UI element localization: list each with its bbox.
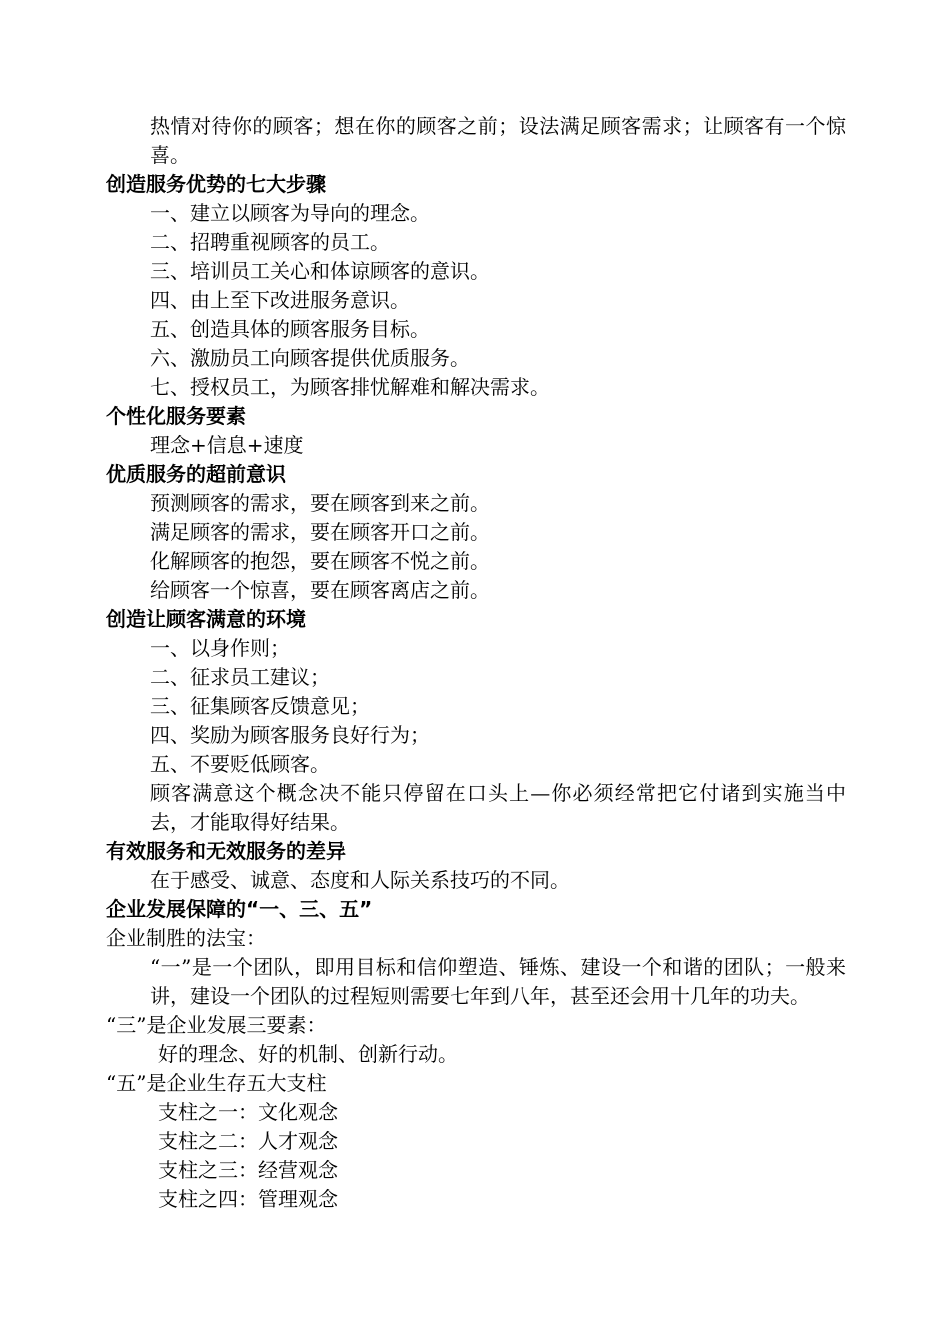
heading-development-guarantee: 企业发展保障的“一、三、五” — [106, 897, 373, 921]
personalized-formula: 理念+信息+速度 — [150, 433, 304, 457]
document-page — [106, 112, 846, 1214]
heading-satisfying-environment: 创造让顾客满意的环境 — [106, 607, 306, 631]
heading-service-difference: 有效服务和无效服务的差异 — [106, 839, 346, 863]
list-item-step-1: 一、建立以顾客为导向的理念。 — [150, 201, 430, 225]
list-item-step-3: 三、培训员工关心和体谅顾客的意识。 — [150, 259, 490, 283]
list-item-advance-1: 预测顾客的需求，要在顾客到来之前。 — [150, 491, 490, 515]
list-item-step-6: 六、激励员工向顾客提供优质服务。 — [150, 346, 470, 370]
list-item-advance-2: 满足顾客的需求，要在顾客开口之前。 — [150, 520, 490, 544]
list-item-advance-4: 给顾客一个惊喜，要在顾客离店之前。 — [150, 578, 490, 602]
satisfaction-paragraph: 顾客满意这个概念决不能只停留在口头上—你必须经常把它付诸到实施当中去，才能取得好结果。 — [150, 781, 846, 834]
list-item-advance-3: 化解顾客的抱怨，要在顾客不悦之前。 — [150, 549, 490, 573]
list-item-env-5: 五、不要贬低顾客。 — [150, 752, 330, 776]
three-elements-title: “三”是企业发展三要素： — [106, 1013, 327, 1037]
five-pillars-title: “五”是企业生存五大支柱 — [106, 1071, 327, 1095]
service-difference-text: 在于感受、诚意、态度和人际关系技巧的不同。 — [150, 868, 570, 892]
list-item-pillar-4: 支柱之四：管理观念 — [158, 1187, 338, 1211]
list-item-step-5: 五、创造具体的顾客服务目标。 — [150, 317, 430, 341]
list-item-env-2: 二、征求员工建议； — [150, 665, 330, 689]
list-item-step-4: 四、由上至下改进服务意识。 — [150, 288, 410, 312]
magic-weapon-label: 企业制胜的法宝： — [106, 926, 266, 950]
one-team-paragraph: “一”是一个团队，即用目标和信仰塑造、锤炼、建设一个和谐的团队；一般来讲，建设一个团队的过程短则需要七年到八年，甚至还会用十几年的功夫。 — [150, 955, 846, 1008]
intro-paragraph: 热情对待你的顾客；想在你的顾客之前；设法满足顾客需求；让顾客有一个惊喜。 — [150, 114, 846, 167]
list-item-env-4: 四、奖励为顾客服务良好行为； — [150, 723, 430, 747]
list-item-step-2: 二、招聘重视顾客的员工。 — [150, 230, 390, 254]
three-elements-items: 好的理念、好的机制、创新行动。 — [158, 1042, 458, 1066]
list-item-step-7: 七、授权员工，为顾客排忧解难和解决需求。 — [150, 375, 550, 399]
list-item-pillar-1: 支柱之一：文化观念 — [158, 1100, 338, 1124]
list-item-env-1: 一、以身作则； — [150, 636, 290, 660]
heading-personalized-service: 个性化服务要素 — [106, 404, 246, 428]
heading-advance-awareness: 优质服务的超前意识 — [106, 462, 286, 486]
heading-seven-steps: 创造服务优势的七大步骤 — [106, 172, 326, 196]
list-item-env-3: 三、征集顾客反馈意见； — [150, 694, 370, 718]
list-item-pillar-2: 支柱之二：人才观念 — [158, 1129, 338, 1153]
list-item-pillar-3: 支柱之三：经营观念 — [158, 1158, 338, 1182]
